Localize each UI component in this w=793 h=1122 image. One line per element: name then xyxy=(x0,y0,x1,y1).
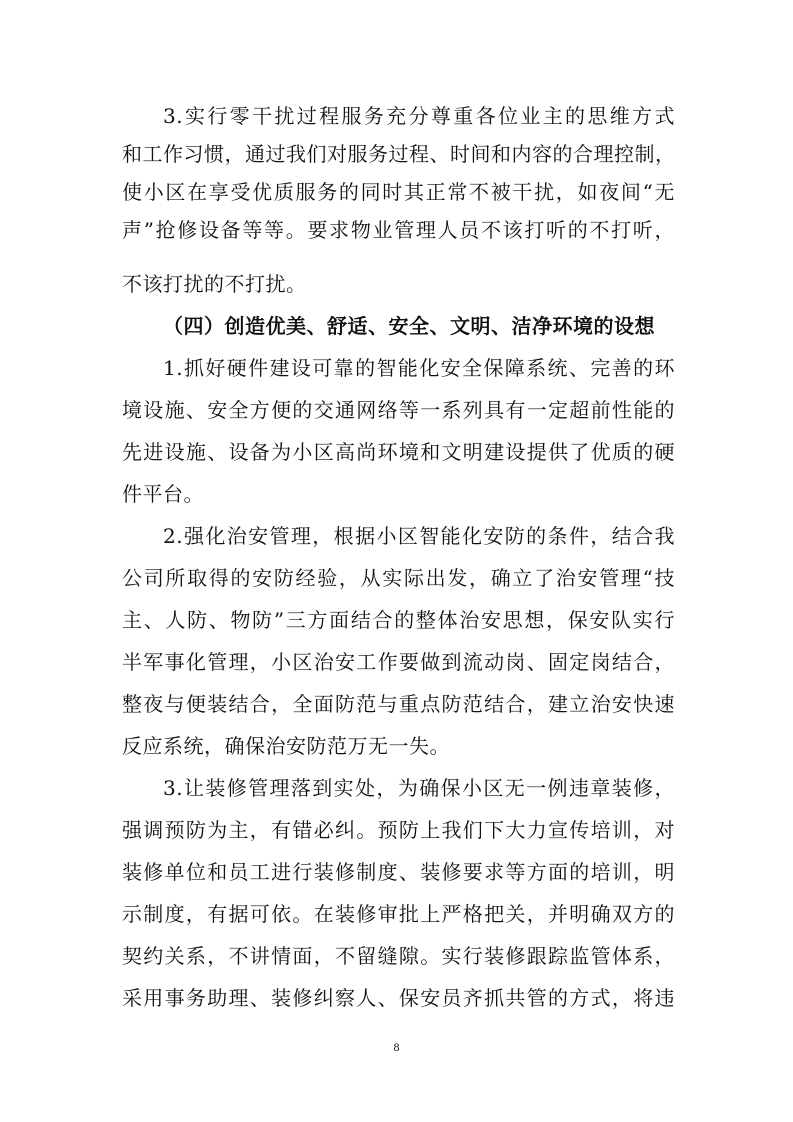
text-line: 声”抢修设备等等。要求物业管理人员不该打听的不打听， xyxy=(122,218,675,242)
text-line: 3.让装修管理落到实处，为确保小区无一例违章装修， xyxy=(163,776,675,800)
text-line: 件平台。 xyxy=(122,482,204,506)
text-line: 反应系统，确保治安防范万无一失。 xyxy=(122,734,450,758)
page-number: 8 xyxy=(393,1040,400,1054)
section-heading: （四）创造优美、舒适、安全、文明、洁净环境的设想 xyxy=(163,314,655,338)
text-line: 使小区在享受优质服务的同时其正常不被干扰，如夜间“无 xyxy=(122,180,675,204)
text-line: 1.抓好硬件建设可靠的智能化安全保障系统、完善的环 xyxy=(163,356,675,380)
text-line: 3.实行零干扰过程服务充分尊重各位业主的思维方式 xyxy=(163,104,675,128)
text-line: 先进设施、设备为小区高尚环境和文明建设提供了优质的硬 xyxy=(122,440,675,464)
text-line: 示制度，有据可依。在装修审批上严格把关，并明确双方的 xyxy=(122,902,675,926)
text-line: 装修单位和员工进行装修制度、装修要求等方面的培训，明 xyxy=(122,860,675,884)
text-line: 公司所取得的安防经验，从实际出发，确立了治安管理“技 xyxy=(122,566,675,590)
text-line: 整夜与便装结合，全面防范与重点防范结合，建立治安快速 xyxy=(122,692,675,716)
text-line: 境设施、安全方便的交通网络等一系列具有一定超前性能的 xyxy=(122,398,675,422)
text-line: 和工作习惯，通过我们对服务过程、时间和内容的合理控制， xyxy=(122,142,676,166)
text-line: 不该打扰的不打扰。 xyxy=(122,272,307,296)
text-line: 强调预防为主，有错必纠。预防上我们下大力宣传培训，对 xyxy=(122,818,675,842)
text-line: 主、人防、物防”三方面结合的整体治安思想，保安队实行 xyxy=(122,608,675,632)
text-line: 采用事务助理、装修纠察人、保安员齐抓共管的方式，将违 xyxy=(122,986,675,1010)
text-line: 契约关系，不讲情面，不留缝隙。实行装修跟踪监管体系， xyxy=(122,944,675,968)
text-line: 半军事化管理，小区治安工作要做到流动岗、固定岗结合， xyxy=(122,650,675,674)
text-line: 2.强化治安管理，根据小区智能化安防的条件，结合我 xyxy=(163,524,675,548)
